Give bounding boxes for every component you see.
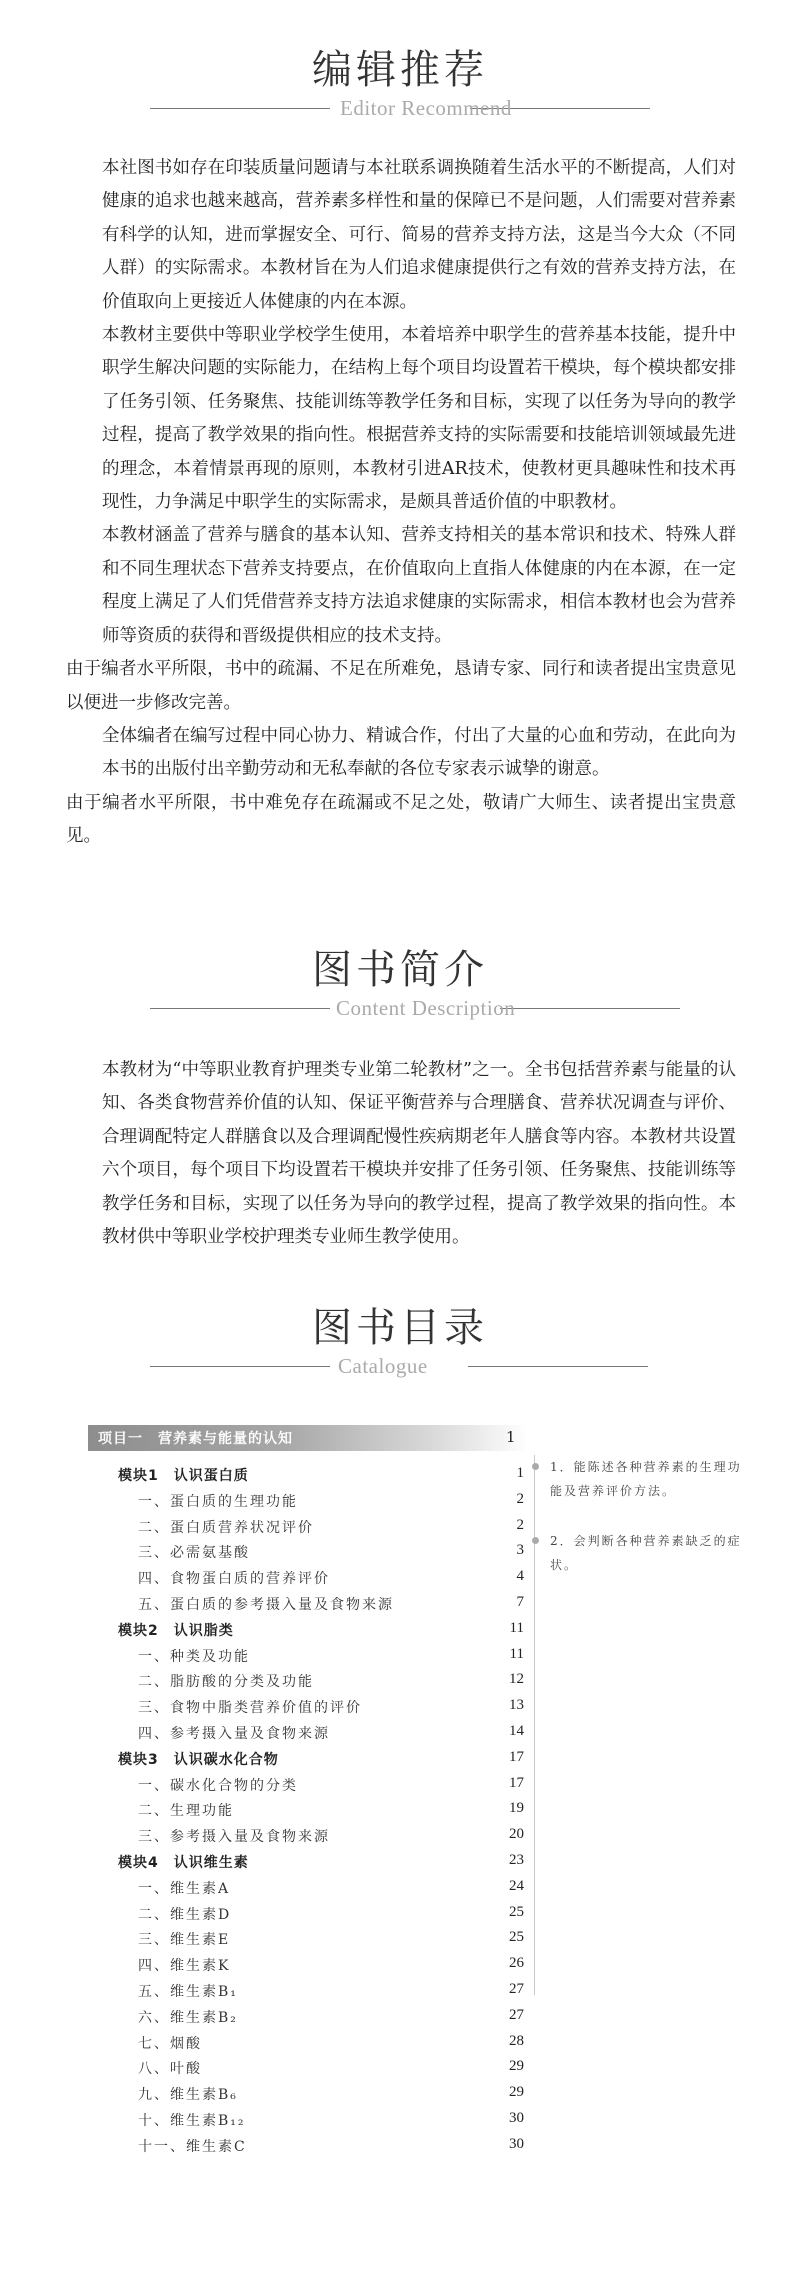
- toc-module-title: 模块2 认识脂类: [118, 1622, 234, 1639]
- editor-recommend-header: [0, 38, 800, 118]
- toc-item-row: [88, 2080, 528, 2106]
- project-heading-bar: [88, 1425, 528, 1451]
- content-description-subtitle: Content Description: [336, 996, 516, 1020]
- project-heading-label: 项目一 营养素与能量的认知: [98, 1431, 293, 1447]
- toc-item-title: 六、维生素B₂: [138, 2009, 238, 2026]
- catalogue-divider: [534, 1455, 535, 1995]
- toc-item-title: 三、参考摄入量及食物来源: [138, 1829, 330, 1846]
- toc-page-number: 14: [509, 1723, 524, 1739]
- toc-item-title: 二、生理功能: [138, 1803, 234, 1820]
- toc-item-title: 三、必需氨基酸: [138, 1545, 250, 1562]
- toc-page-number: 17: [509, 1774, 524, 1791]
- toc-item-title: 五、蛋白质的参考摄入量及食物来源: [138, 1597, 394, 1613]
- toc-page-number: 12: [509, 1671, 524, 1688]
- toc-page-number: 30: [509, 2110, 524, 2126]
- toc-page-number: 20: [509, 1826, 524, 1843]
- toc-page-number: 13: [509, 1697, 524, 1714]
- header-rule-right: [468, 1366, 648, 1367]
- editor-paragraph: 全体编者在编写过程中同心协力、精诚合作，付出了大量的心血和劳动，在此向为本书的出版付出辛勤劳动和无私奉献的各位专家表示诚挚的谢意。: [102, 725, 736, 780]
- toc-item-title: 四、参考摄入量及食物来源: [138, 1726, 330, 1742]
- toc-page-number: 4: [516, 1568, 524, 1585]
- toc-item-row: [88, 1822, 528, 1848]
- toc-item-row: [88, 2132, 528, 2158]
- toc-page-number: 11: [509, 1645, 524, 1662]
- catalogue-header: [0, 1296, 800, 1376]
- toc-item-row: [88, 1667, 528, 1693]
- toc-item-row: [88, 1796, 528, 1822]
- toc-module-row: [88, 1616, 528, 1642]
- editor-recommend-subtitle: Editor Recommend: [340, 96, 512, 120]
- toc-page-number: 26: [509, 1955, 524, 1972]
- catalogue-list: [88, 1415, 778, 2235]
- header-rule-right: [500, 1008, 680, 1009]
- toc-module-row: [88, 1461, 528, 1487]
- toc-item-row: [88, 1925, 528, 1951]
- toc-item-row: [88, 2003, 528, 2029]
- toc-page-number: 27: [509, 2006, 524, 2023]
- toc-page-number: 3: [516, 1542, 524, 1559]
- toc-page-number: 29: [509, 2058, 524, 2075]
- toc-item-title: 二、维生素D: [138, 1906, 232, 1923]
- toc-page-number: 28: [509, 2032, 524, 2049]
- toc-page-number: 19: [509, 1800, 524, 1817]
- toc-item-title: 十、维生素B₁₂: [138, 2113, 246, 2129]
- editor-paragraph: 由于编者水平所限，书中的疏漏、不足在所难免，恳请专家、同行和读者提出宝贵意见以便进一步修改完善。: [66, 659, 736, 713]
- toc-item-title: 五、维生素B₁: [138, 1984, 238, 2000]
- toc-item-row: [88, 1693, 528, 1719]
- toc-item-row: [88, 1977, 528, 2003]
- learning-goal: [550, 1529, 755, 1577]
- bullet-dot-icon: [532, 1463, 539, 1470]
- toc-page-number: 11: [509, 1619, 524, 1636]
- bullet-dot-icon: [532, 1537, 539, 1544]
- toc-page-number: 1: [516, 1465, 524, 1481]
- toc-item-title: 一、维生素A: [138, 1880, 231, 1897]
- toc-page-number: 7: [516, 1594, 524, 1610]
- editor-recommend-body: [66, 152, 736, 854]
- toc-module-row: [88, 1745, 528, 1771]
- toc-page-number: 2: [516, 1490, 524, 1507]
- project-page-number: 1: [506, 1428, 516, 1446]
- toc-page-number: 2: [516, 1516, 524, 1533]
- toc-item-row: [88, 1771, 528, 1797]
- catalogue-title: 图书目录: [312, 1305, 488, 1351]
- toc-item-row: [88, 2054, 528, 2080]
- toc-page-number: 29: [509, 2084, 524, 2101]
- catalogue-subtitle: Catalogue: [338, 1354, 428, 1378]
- toc-module-title: 模块4 认识维生素: [118, 1855, 249, 1871]
- toc-item-title: 四、维生素K: [138, 1958, 231, 1975]
- toc-page-number: 30: [509, 2135, 524, 2152]
- toc-item-title: 二、脂肪酸的分类及功能: [138, 1674, 314, 1691]
- editor-paragraph: 本教材主要供中等职业学校学生使用，本着培养中职学生的营养基本技能，提升中职学生解决问题的实际能力，在结构上每个项目均设置若干模块，每个模块都安排了任务引领、任务聚焦、技能训练等教学任务和目标，实现了以任务为导向的教学过程，提高了教学效果的指向性。根据营养支持的实际需要和技能培训领域最先进的理念，本着情景再现的原则，本教材引进AR技术，使教材更具趣味性和技术再现性，力争满足中职学生的实际需求，是颇具普适价值的中职教材。: [102, 325, 736, 513]
- toc-item-row: [88, 1951, 528, 1977]
- toc-page-number: 17: [509, 1748, 524, 1765]
- intro-paragraph: 本教材为“中等职业教育护理类专业第二轮教材”之一。全书包括营养素与能量的认知、各类食物营养价值的认知、保证平衡营养与合理膳食、营养状况调查与评价、合理调配特定人群膳食以及合理调配慢性疾病期老年人膳食等内容。本教材共设置六个项目，每个项目下均设置若干模块并安排了任务引领、任务聚焦、技能训练等教学任务和目标，实现了以任务为导向的教学过程，提高了教学效果的指向性。本教材供中等职业学校护理类专业师生教学使用。: [102, 1060, 736, 1248]
- toc-item-title: 二、蛋白质营养状况评价: [138, 1519, 314, 1536]
- toc-item-title: 三、维生素E: [138, 1932, 231, 1949]
- toc-page-number: 23: [509, 1852, 524, 1868]
- toc-page-number: 24: [509, 1877, 524, 1894]
- toc-item-title: 四、食物蛋白质的营养评价: [138, 1571, 330, 1588]
- content-description-title: 图书简介: [312, 947, 488, 993]
- toc-item-title: 七、烟酸: [138, 2035, 202, 2052]
- learning-goal-text: 2．会判断各种营养素缺乏的症状。: [550, 1534, 742, 1572]
- toc-page-number: 27: [509, 1981, 524, 1997]
- toc-module-row: [88, 1848, 528, 1874]
- toc-module-title: 模块3 认识碳水化合物: [118, 1751, 279, 1768]
- learning-goal-text: 1．能陈述各种营养素的生理功能及营养评价方法。: [550, 1460, 742, 1498]
- toc-item-row: [88, 1900, 528, 1926]
- editor-recommend-title: 编辑推荐: [312, 47, 488, 93]
- toc-item-row: [88, 1642, 528, 1668]
- toc-item-row: [88, 1538, 528, 1564]
- toc-item-title: 十一、维生素C: [138, 2138, 247, 2155]
- content-description-body: [66, 1054, 736, 1254]
- toc-item-row: [88, 1564, 528, 1590]
- header-rule-left: [150, 1008, 330, 1009]
- toc-item-row: [88, 2106, 528, 2132]
- toc-item-title: 九、维生素B₆: [138, 2087, 238, 2104]
- header-rule-left: [150, 1366, 330, 1367]
- editor-paragraph: 本教材涵盖了营养与膳食的基本认知、营养支持相关的基本常识和技术、特殊人群和不同生理状态下营养支持要点，在价值取向上直指人体健康的内在本源，在一定程度上满足了人们凭借营养支持方法追求健康的实际需求，相信本教材也会为营养师等资质的获得和晋级提供相应的技术支持。: [102, 525, 736, 646]
- toc-item-title: 一、蛋白质的生理功能: [138, 1493, 298, 1510]
- toc-page-number: 25: [509, 1929, 524, 1946]
- toc-item-title: 三、食物中脂类营养价值的评价: [138, 1700, 362, 1717]
- toc-item-row: [88, 2029, 528, 2055]
- content-description-header: [0, 938, 800, 1018]
- toc-item-row: [88, 1590, 528, 1616]
- toc-item-title: 一、种类及功能: [138, 1648, 250, 1665]
- toc-page-number: 25: [509, 1903, 524, 1920]
- toc-item-title: 一、碳水化合物的分类: [138, 1777, 298, 1794]
- editor-paragraph: 本社图书如存在印装质量问题请与本社联系调换随着生活水平的不断提高，人们对健康的追求也越来越高，营养素多样性和量的保障已不是问题，人们需要对营养素有科学的认知，进而掌握安全、可行、简易的营养支持方法，这是当今大众（不同人群）的实际需求。本教材旨在为人们追求健康提供行之有效的营养支持方法，在价值取向上更接近人体健康的内在本源。: [102, 158, 736, 312]
- learning-goal: [550, 1455, 755, 1503]
- header-rule-left: [150, 108, 330, 109]
- toc-item-row: [88, 1719, 528, 1745]
- toc-module-title: 模块1 认识蛋白质: [118, 1468, 249, 1484]
- toc-item-row: [88, 1874, 528, 1900]
- toc-item-title: 八、叶酸: [138, 2061, 202, 2078]
- toc-item-row: [88, 1513, 528, 1539]
- editor-paragraph: 由于编者水平所限，书中难免存在疏漏或不足之处，敬请广大师生、读者提出宝贵意见。: [66, 792, 736, 847]
- toc-item-row: [88, 1487, 528, 1513]
